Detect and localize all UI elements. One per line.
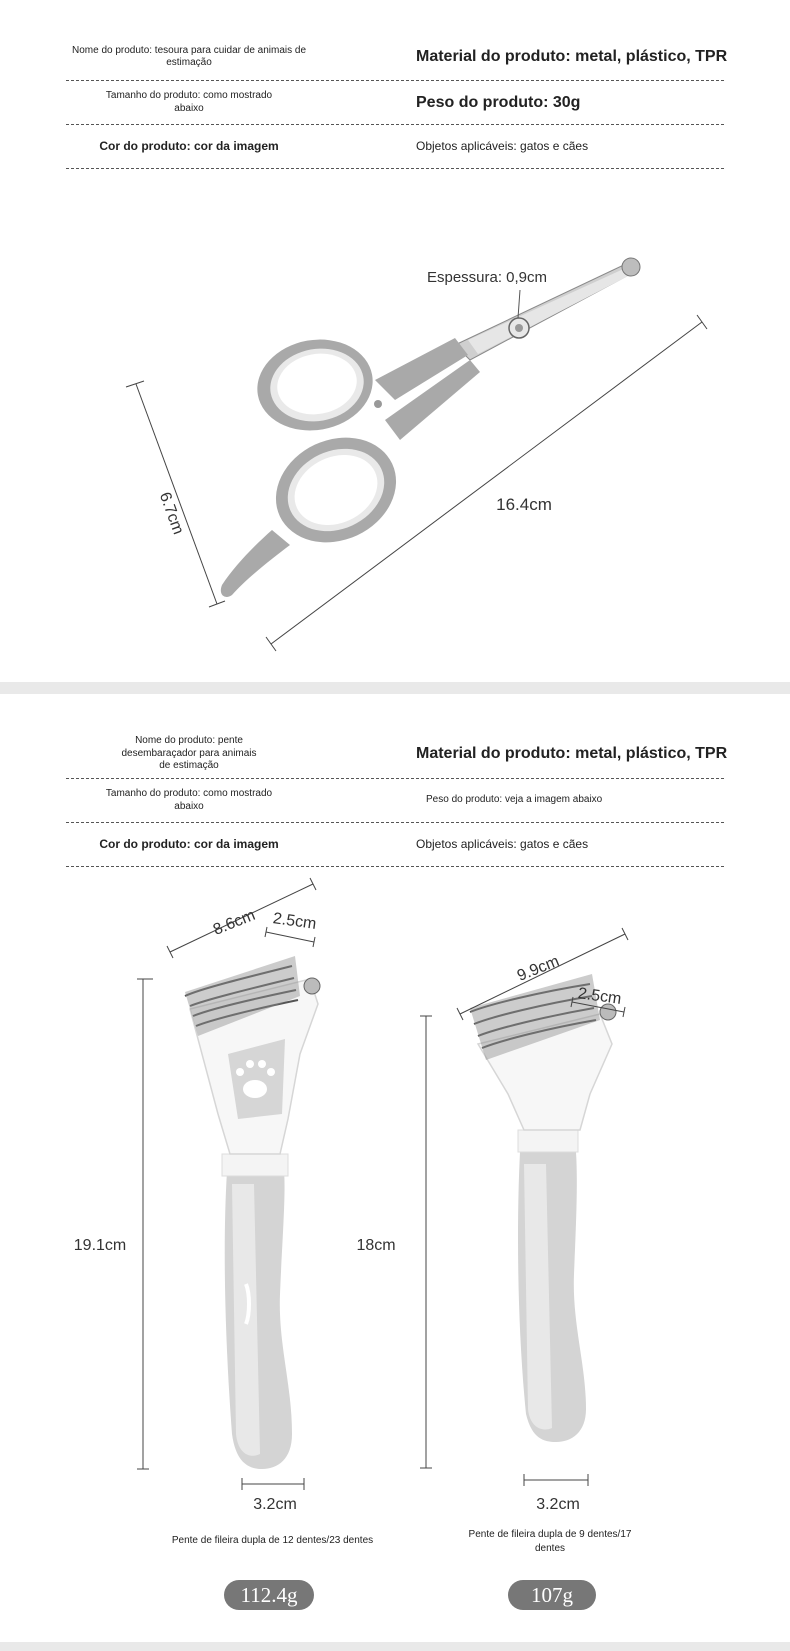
- comb-1-description: Pente de fileira dupla de 12 dentes/23 dentes: [171, 1535, 374, 1546]
- scissors-dimension-lines: [126, 290, 707, 651]
- comb-2-height-label: 18cm: [356, 1237, 396, 1254]
- comb-1-handle-width-label: 3.2cm: [253, 1496, 297, 1513]
- comb-2-blade-width-label: 2.5cm: [576, 985, 623, 1008]
- spec-weight: Peso do produto: veja a imagem abaixo: [426, 794, 603, 806]
- spec-material: Material do produto: metal, plástico, TPR: [416, 48, 728, 65]
- spec-target: Objetos aplicáveis: gatos e cães: [416, 837, 589, 851]
- comb-2-description: Pente de fileira dupla de 9 dentes/17 dentes: [468, 1529, 632, 1554]
- thickness-label: Espessura: 0,9cm: [426, 269, 548, 286]
- comb-panel: [0, 694, 790, 1642]
- spec-product-name: Nome do produto: tesoura para cuidar de animais de estimação: [71, 44, 307, 68]
- spec-color: Cor do produto: cor da imagem: [99, 139, 279, 153]
- comb-illustration: [0, 694, 790, 1642]
- spec-material: Material do produto: metal, plástico, TPR: [416, 745, 728, 762]
- spec-product-name: Nome do produto: pente desembaraçador para animais de estimação: [121, 735, 257, 772]
- spec-color: Cor do produto: cor da imagem: [99, 837, 279, 851]
- spec-weight: Peso do produto: 30g: [416, 93, 581, 111]
- spec-target: Objetos aplicáveis: gatos e cães: [416, 139, 589, 153]
- comb-1-head-width-label: 8.6cm: [210, 906, 258, 939]
- scissors-illustration: [0, 0, 790, 682]
- scissors-width-label: 6.7cm: [155, 490, 187, 537]
- comb-2-weight-badge: 107g: [508, 1580, 596, 1610]
- scissors-length-label: 16.4cm: [496, 495, 552, 514]
- comb-2: [470, 974, 616, 1442]
- spec-size: Tamanho do produto: como mostrado abaixo: [105, 90, 273, 114]
- comb-2-handle-width-label: 3.2cm: [536, 1496, 580, 1513]
- spec-size: Tamanho do produto: como mostrado abaixo: [105, 788, 273, 812]
- scissors-panel: [0, 0, 790, 682]
- comb-1: [185, 956, 320, 1469]
- comb-1-blade-width-label: 2.5cm: [271, 910, 318, 933]
- comb-1-weight-badge: 112.4g: [224, 1580, 314, 1610]
- comb-2-head-width-label: 9.9cm: [514, 952, 562, 985]
- comb-1-height-label: 19.1cm: [73, 1237, 127, 1254]
